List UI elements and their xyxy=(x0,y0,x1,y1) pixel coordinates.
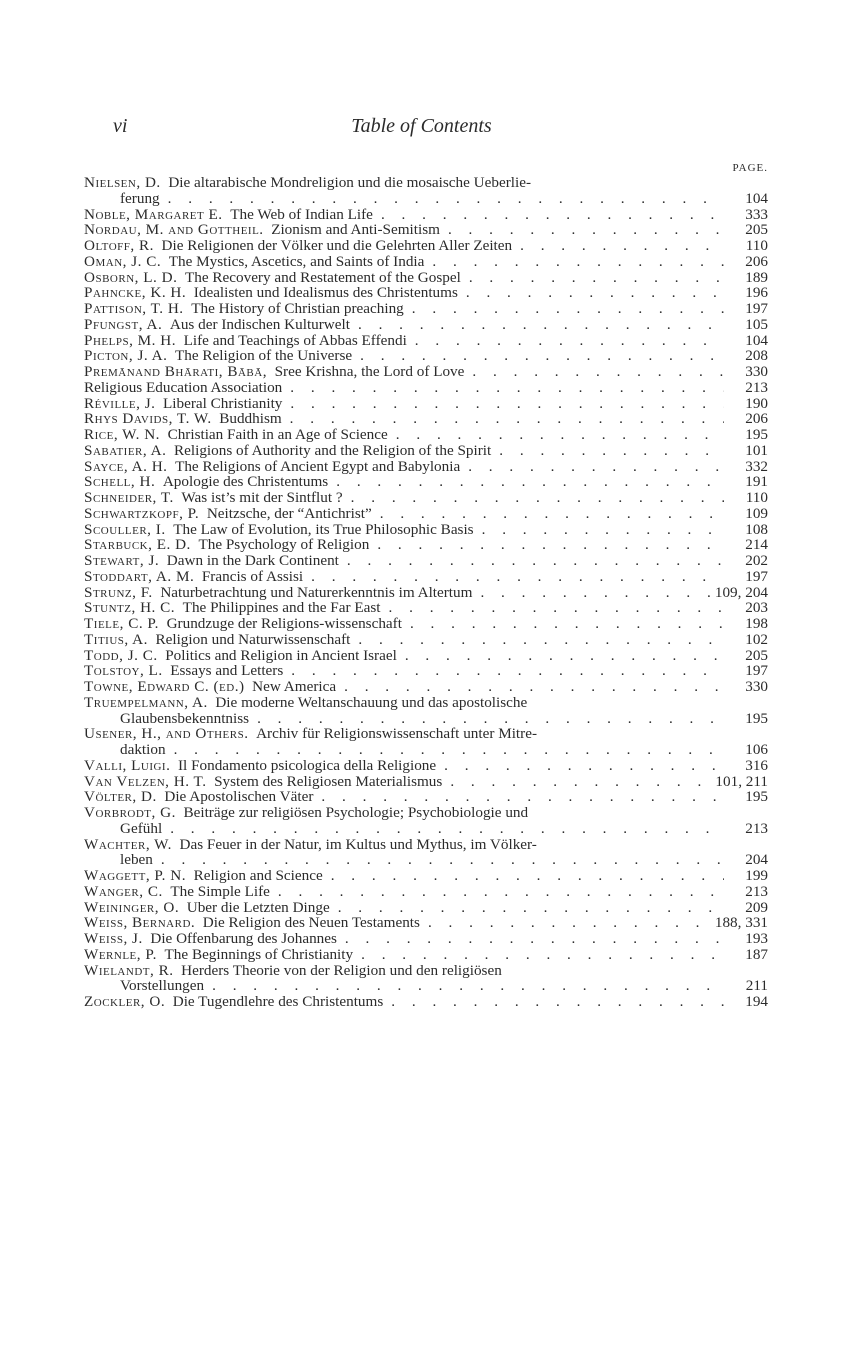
toc-entry xyxy=(84,380,768,396)
dot-leader xyxy=(282,411,724,427)
entry-author: Stoddart, A. M. xyxy=(84,567,195,585)
entry-page-number: 101 xyxy=(745,441,768,459)
dot-leader xyxy=(204,978,724,994)
toc-entry xyxy=(84,585,768,601)
toc-entry xyxy=(84,443,768,459)
entry-page-number: 101, 211 xyxy=(715,772,768,790)
toc-entry-continuation xyxy=(84,742,768,758)
entry-author: Towne, Edward C. (ed.) xyxy=(84,678,245,695)
entry-page-number: 330 xyxy=(745,363,768,380)
dot-leader xyxy=(270,884,724,900)
toc-entry-line xyxy=(84,301,768,317)
toc-entry xyxy=(84,963,768,995)
dot-leader xyxy=(440,222,724,238)
dot-leader xyxy=(373,207,724,223)
dot-leader xyxy=(397,648,724,664)
toc-entry-line xyxy=(84,364,768,380)
dot-leader xyxy=(162,821,724,837)
entry-page-number: 203 xyxy=(745,599,768,617)
toc-entry xyxy=(84,553,768,569)
toc-entry xyxy=(84,915,768,931)
entry-author: Strunz, F. xyxy=(84,583,153,601)
entry-author: Pattison, T. H. xyxy=(84,300,184,317)
dot-leader xyxy=(352,348,724,364)
toc-entry-line xyxy=(84,380,768,396)
entry-page-number: 204 xyxy=(745,851,768,869)
entry-title: Religious Education Association xyxy=(84,378,283,396)
dot-leader xyxy=(343,490,724,506)
entry-author: Truempelmann, A. xyxy=(84,693,208,711)
toc-entry-line xyxy=(84,789,768,805)
toc-entry-continuation xyxy=(84,711,768,727)
entry-title: Zionism and Anti-Semitism xyxy=(271,221,440,239)
entry-author: Titius, A. xyxy=(84,630,148,648)
entry-page-number: 214 xyxy=(745,536,768,554)
entry-page-number: 202 xyxy=(745,552,768,569)
toc-entry-line xyxy=(84,663,768,679)
toc-entry-continuation xyxy=(84,852,768,868)
toc-entry-continuation xyxy=(84,821,768,837)
toc-entry xyxy=(84,805,768,837)
toc-entry-line xyxy=(84,238,768,254)
entry-page-number: 105 xyxy=(745,315,768,333)
toc-entry-line xyxy=(84,474,768,490)
entry-page-number: 102 xyxy=(745,630,768,648)
dot-leader xyxy=(350,632,724,648)
entry-title: The Law of Evolution, its True Philosophic Basis xyxy=(173,520,474,538)
entry-title: Uber die Letzten Dinge xyxy=(186,898,330,916)
entry-author: Vorbrodt, G. xyxy=(84,804,176,821)
entry-title: Apologie des Christentums xyxy=(162,473,329,491)
toc-entry-continuation xyxy=(84,978,768,994)
entry-title: Beiträge zur religiösen Psychologie; Psychobiologie und xyxy=(183,804,529,821)
toc-entry-line xyxy=(84,459,768,475)
toc-entry-line xyxy=(84,585,768,601)
entry-title: Religions of Authority and the Religion of the Spirit xyxy=(174,441,492,459)
toc-entry-line xyxy=(84,427,768,443)
entry-title: Liberal Christianity xyxy=(163,394,283,412)
entry-author: Oltoff, R. xyxy=(84,237,154,254)
entry-author: Tolstoy, L. xyxy=(84,662,163,680)
toc-entry xyxy=(84,663,768,679)
entry-author: Tiele, C. P. xyxy=(84,615,159,632)
dot-leader xyxy=(369,537,724,553)
toc-entry xyxy=(84,333,768,349)
toc-entry xyxy=(84,616,768,632)
toc-entry-line xyxy=(84,837,768,853)
toc-entry-line xyxy=(84,443,768,459)
toc-entry-line xyxy=(84,931,768,947)
entry-author: Todd, J. C. xyxy=(84,646,158,664)
toc-entry-line xyxy=(84,616,768,632)
entry-title: Neitzsche, der “Antichrist” xyxy=(206,504,372,522)
entry-page-number: 106 xyxy=(745,741,768,758)
entry-title-continued: ferung xyxy=(120,189,160,207)
toc-entry-line xyxy=(84,569,768,585)
toc-entry xyxy=(84,411,768,427)
entry-title: Die moderne Weltanschauung und das apostolische xyxy=(215,693,528,711)
entry-page-number: 211 xyxy=(745,977,768,995)
entry-author: Valli, Luigi. xyxy=(84,756,171,774)
toc-entry-line xyxy=(84,333,768,349)
dot-leader xyxy=(424,254,724,270)
toc-entry xyxy=(84,301,768,317)
dot-leader xyxy=(330,900,724,916)
entry-page-number: 316 xyxy=(745,756,768,774)
entry-page-number: 213 xyxy=(745,819,768,837)
entry-title: Dawn in the Dark Continent xyxy=(166,552,339,569)
entry-page-number: 194 xyxy=(745,993,768,1010)
toc-entry xyxy=(84,222,768,238)
entry-title: Francis of Assisi xyxy=(201,567,304,585)
dot-leader xyxy=(350,317,724,333)
entry-author: Nielsen, D. xyxy=(84,174,161,191)
entry-title-continued: Gefühl xyxy=(120,819,163,837)
entry-title-continued: Glaubensbekenntniss xyxy=(120,709,250,727)
toc-entry xyxy=(84,537,768,553)
table-of-contents xyxy=(84,175,768,1010)
toc-entry xyxy=(84,632,768,648)
dot-leader xyxy=(282,380,724,396)
entry-page-number: 191 xyxy=(745,473,768,491)
entry-title: Was ist’s mit der Sintflut ? xyxy=(181,489,343,506)
entry-title: System des Religiosen Materialismus xyxy=(214,772,443,790)
dot-leader xyxy=(323,868,724,884)
dot-leader xyxy=(512,238,724,254)
entry-page-number: 108 xyxy=(745,520,768,538)
entry-title: Essays and Letters xyxy=(170,662,284,680)
entry-page-number: 213 xyxy=(745,378,768,396)
toc-entry xyxy=(84,679,768,695)
toc-entry xyxy=(84,522,768,538)
page-column-label: PAGE. xyxy=(732,162,768,174)
toc-entry-line xyxy=(84,915,768,931)
entry-page-number: 208 xyxy=(745,347,768,365)
toc-entry xyxy=(84,900,768,916)
toc-entry xyxy=(84,726,768,758)
dot-leader xyxy=(402,616,724,632)
entry-author: Wernle, P. xyxy=(84,945,157,963)
toc-entry-line xyxy=(84,396,768,412)
toc-entry xyxy=(84,931,768,947)
entry-author: Schell, H. xyxy=(84,473,156,491)
entry-author: Oman, J. C. xyxy=(84,252,162,270)
entry-title: Herders Theorie von der Religion und den religiösen xyxy=(181,961,502,979)
entry-title: The Religions of Ancient Egypt and Babylonia xyxy=(175,457,461,475)
toc-entry-line xyxy=(84,522,768,538)
entry-page-number: 196 xyxy=(745,284,768,302)
dot-leader xyxy=(337,931,724,947)
entry-page-number: 205 xyxy=(745,646,768,664)
entry-title: Die Tugendlehre des Christentums xyxy=(172,993,384,1010)
toc-entry xyxy=(84,774,768,790)
toc-entry-line xyxy=(84,207,768,223)
page-folio: vi xyxy=(113,115,128,137)
entry-title: Archiv für Religionswissenschaft unter Mitre- xyxy=(256,725,537,743)
toc-entry-line xyxy=(84,648,768,664)
toc-entry-line xyxy=(84,868,768,884)
entry-author: Starbuck, E. D. xyxy=(84,536,191,554)
toc-entry-line xyxy=(84,175,768,191)
entry-author: Sayce, A. H. xyxy=(84,457,168,475)
toc-entry-line xyxy=(84,600,768,616)
toc-entry-line xyxy=(84,632,768,648)
entry-page-number: 209 xyxy=(745,898,768,916)
toc-entry xyxy=(84,270,768,286)
dot-leader xyxy=(381,600,725,616)
entry-title: Aus der Indischen Kulturwelt xyxy=(169,315,350,333)
entry-title: Politics and Religion in Ancient Israel xyxy=(165,646,397,664)
entry-page-number: 195 xyxy=(745,709,768,727)
dot-leader xyxy=(339,553,724,569)
toc-entry-line xyxy=(84,537,768,553)
entry-author: Stewart, J. xyxy=(84,552,160,569)
entry-page-number: 110 xyxy=(745,237,768,254)
entry-title-continued: Vorstellungen xyxy=(120,977,205,995)
dot-leader xyxy=(328,474,724,490)
entry-title: Die Offenbarung des Johannes xyxy=(150,930,337,947)
entry-title: Die Apostolischen Väter xyxy=(164,788,314,806)
entry-title: Grundzuge der Religions-wissenschaft xyxy=(166,615,402,632)
toc-entry xyxy=(84,474,768,490)
toc-entry xyxy=(84,459,768,475)
entry-author: Wanger, C. xyxy=(84,882,163,900)
entry-title: Idealisten und Idealismus des Christentums xyxy=(193,284,458,302)
toc-entry-line xyxy=(84,774,768,790)
toc-entry xyxy=(84,695,768,727)
dot-leader xyxy=(313,789,724,805)
entry-page-number: 109 xyxy=(745,504,768,522)
entry-author: Pfungst, A. xyxy=(84,315,163,333)
entry-author: Osborn, L. D. xyxy=(84,268,178,286)
entry-page-number: 104 xyxy=(745,189,768,207)
entry-title: Naturbetrachtung und Naturerkenntnis im Altertum xyxy=(160,583,473,601)
entry-author: Rhys Davids, T. W. xyxy=(84,410,212,428)
toc-entry xyxy=(84,789,768,805)
toc-entry xyxy=(84,254,768,270)
toc-entry xyxy=(84,490,768,506)
dot-leader xyxy=(388,427,724,443)
entry-title: The Web of Indian Life xyxy=(230,205,373,223)
entry-author: Weininger, O. xyxy=(84,898,180,916)
dot-leader xyxy=(353,947,724,963)
entry-author: Völter, D. xyxy=(84,788,157,806)
page-title: Table of Contents xyxy=(351,115,492,137)
dot-leader xyxy=(372,506,724,522)
entry-page-number: 189 xyxy=(745,268,768,286)
dot-leader xyxy=(303,569,724,585)
entry-author: Réville, J. xyxy=(84,394,156,412)
entry-page-number: 193 xyxy=(745,930,768,947)
entry-title: Sree Krishna, the Lord of Love xyxy=(274,363,465,380)
entry-title: Religion und Naturwissenschaft xyxy=(155,630,351,648)
entry-page-number: 330 xyxy=(745,678,768,695)
entry-author: Van Velzen, H. T. xyxy=(84,772,207,790)
toc-entry-line xyxy=(84,285,768,301)
entry-page-number: 195 xyxy=(745,788,768,806)
dot-leader xyxy=(282,396,724,412)
entry-page-number: 197 xyxy=(745,300,768,317)
toc-entry-line xyxy=(84,726,768,742)
entry-author: Schneider, T. xyxy=(84,489,174,506)
dot-leader xyxy=(249,711,724,727)
entry-page-number: 188, 331 xyxy=(714,914,768,932)
entry-title: The Mystics, Ascetics, and Saints of India xyxy=(168,252,425,270)
toc-entry-line xyxy=(84,490,768,506)
toc-entry-line xyxy=(84,758,768,774)
toc-entry xyxy=(84,506,768,522)
entry-title: Die altarabische Mondreligion und die mosaische Ueberlie- xyxy=(168,174,532,191)
toc-entry-line xyxy=(84,553,768,569)
dot-leader xyxy=(458,285,724,301)
toc-entry xyxy=(84,648,768,664)
entry-title: The Beginnings of Christianity xyxy=(164,945,354,963)
entry-author: Noble, Margaret E. xyxy=(84,205,223,223)
toc-entry-line xyxy=(84,222,768,238)
running-head xyxy=(0,115,843,141)
entry-author: Usener, H., and Others. xyxy=(84,725,249,743)
entry-author: Pahncke, K. H. xyxy=(84,284,187,302)
entry-page-number: 190 xyxy=(745,394,768,412)
entry-title: Life and Teachings of Abbas Effendi xyxy=(183,331,407,349)
entry-page-number: 197 xyxy=(745,662,768,680)
entry-author: Scouller, I. xyxy=(84,520,166,538)
entry-page-number: 195 xyxy=(745,426,768,443)
toc-entry xyxy=(84,837,768,869)
dot-leader xyxy=(442,774,715,790)
dot-leader xyxy=(491,443,724,459)
toc-entry-line xyxy=(84,947,768,963)
entry-title: Die Religionen der Völker und die Gelehrten Aller Zeiten xyxy=(161,237,513,254)
toc-entry-line xyxy=(84,254,768,270)
entry-title: The Simple Life xyxy=(170,882,270,900)
toc-entry-line xyxy=(84,411,768,427)
entry-author: Wachter, W. xyxy=(84,835,172,853)
toc-entry xyxy=(84,569,768,585)
toc-entry xyxy=(84,758,768,774)
entry-title: Il Fondamento psicologica della Religione xyxy=(178,756,437,774)
entry-author: Rice, W. N. xyxy=(84,426,160,443)
entry-page-number: 104 xyxy=(745,331,768,349)
toc-entry xyxy=(84,285,768,301)
entry-page-number: 197 xyxy=(745,567,768,585)
toc-entry-line xyxy=(84,695,768,711)
dot-leader xyxy=(460,459,724,475)
toc-entry xyxy=(84,175,768,207)
toc-entry xyxy=(84,396,768,412)
entry-page-number: 198 xyxy=(745,615,768,632)
toc-entry-line xyxy=(84,900,768,916)
dot-leader xyxy=(464,364,724,380)
dot-leader xyxy=(407,333,724,349)
dot-leader xyxy=(383,994,724,1010)
entry-title: The Philippines and the Far East xyxy=(182,599,381,617)
toc-entry-line xyxy=(84,348,768,364)
entry-author: Premānand Bhārati, Bābā, xyxy=(84,363,268,380)
toc-entry xyxy=(84,600,768,616)
toc-entry-line xyxy=(84,994,768,1010)
entry-page-number: 213 xyxy=(745,882,768,900)
dot-leader xyxy=(461,270,724,286)
toc-entry xyxy=(84,207,768,223)
toc-entry xyxy=(84,364,768,380)
entry-title-continued: leben xyxy=(120,851,153,869)
toc-entry xyxy=(84,947,768,963)
entry-page-number: 206 xyxy=(745,410,768,428)
dot-leader xyxy=(472,585,714,601)
entry-author: Weiss, J. xyxy=(84,930,143,947)
entry-title: The Religion of the Universe xyxy=(174,347,353,365)
entry-author: Zockler, O. xyxy=(84,993,166,1010)
toc-entry-line xyxy=(84,270,768,286)
dot-leader xyxy=(160,191,724,207)
entry-page-number: 110 xyxy=(745,489,768,506)
toc-entry xyxy=(84,348,768,364)
entry-author: Wielandt, R. xyxy=(84,961,174,979)
entry-author: Schwartzkopf, P. xyxy=(84,504,200,522)
entry-page-number: 199 xyxy=(745,867,768,884)
toc-entry xyxy=(84,994,768,1010)
entry-title-continued: daktion xyxy=(120,741,166,758)
toc-entry xyxy=(84,884,768,900)
toc-entry xyxy=(84,868,768,884)
entry-page-number: 109, 204 xyxy=(714,583,768,601)
dot-leader xyxy=(166,742,724,758)
entry-title: The Recovery and Restatement of the Gospel xyxy=(184,268,461,286)
toc-entry xyxy=(84,427,768,443)
toc-entry xyxy=(84,317,768,333)
entry-page-number: 206 xyxy=(745,252,768,270)
entry-title: Religion and Science xyxy=(193,867,323,884)
entry-author: Weiss, Bernard. xyxy=(84,914,196,932)
entry-author: Phelps, M. H. xyxy=(84,331,177,349)
toc-entry-line xyxy=(84,963,768,979)
entry-title: Das Feuer in der Natur, im Kultus und Mythus, im Völker- xyxy=(179,835,537,853)
toc-entry-line xyxy=(84,679,768,695)
entry-title: New America xyxy=(252,678,337,695)
entry-author: Stuntz, H. C. xyxy=(84,599,176,617)
entry-author: Picton, J. A. xyxy=(84,347,168,365)
entry-title: The History of Christian preaching xyxy=(191,300,404,317)
dot-leader xyxy=(474,522,724,538)
dot-leader xyxy=(283,663,724,679)
dot-leader xyxy=(420,915,715,931)
entry-author: Waggett, P. N. xyxy=(84,867,187,884)
toc-entry-line xyxy=(84,805,768,821)
toc-entry-continuation xyxy=(84,191,768,207)
entry-author: Nordau, M. and Gottheil. xyxy=(84,221,264,239)
entry-page-number: 187 xyxy=(745,945,768,963)
entry-title: Buddhism xyxy=(219,410,282,428)
dot-leader xyxy=(336,679,724,695)
toc-entry-line xyxy=(84,317,768,333)
dot-leader xyxy=(404,301,724,317)
toc-entry-line xyxy=(84,506,768,522)
entry-author: Sabatier, A. xyxy=(84,441,167,459)
entry-title: Christian Faith in an Age of Science xyxy=(167,426,388,443)
entry-page-number: 332 xyxy=(745,457,768,475)
entry-title: Die Religion des Neuen Testaments xyxy=(202,914,420,932)
entry-page-number: 333 xyxy=(745,205,768,223)
dot-leader xyxy=(153,852,724,868)
dot-leader xyxy=(436,758,724,774)
toc-entry xyxy=(84,238,768,254)
entry-title: The Psychology of Religion xyxy=(198,536,370,554)
toc-entry-line xyxy=(84,884,768,900)
entry-page-number: 205 xyxy=(745,221,768,239)
